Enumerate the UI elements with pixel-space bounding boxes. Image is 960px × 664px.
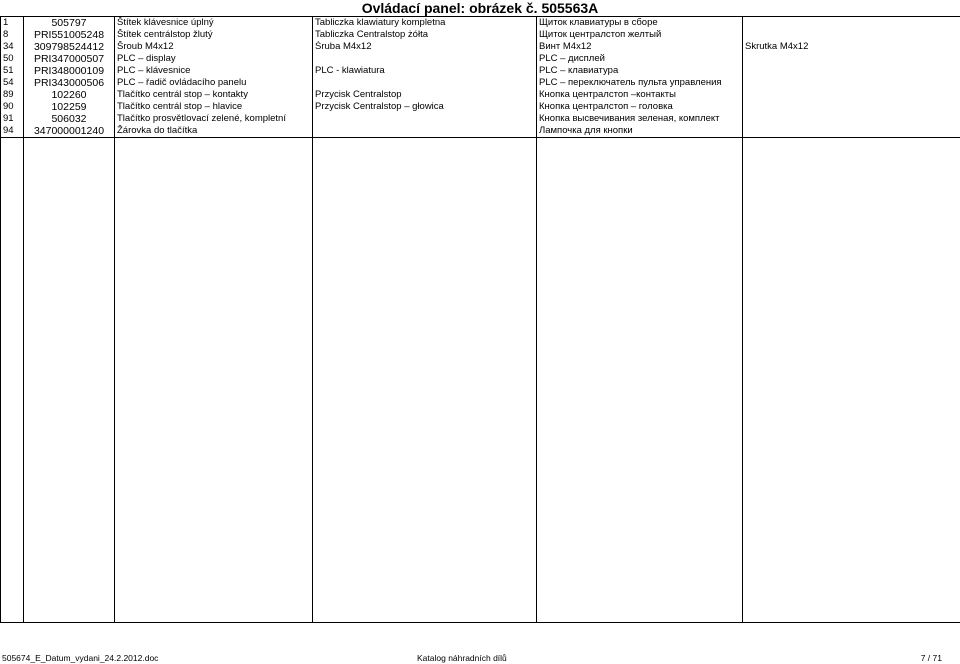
czech-description-cell: Tlačítko centrál stop – kontakty — [115, 89, 313, 101]
czech-description-cell: Tlačítko prosvětlovací zelené, kompletní — [115, 113, 313, 125]
russian-description-cell: Винт M4x12 — [537, 41, 743, 53]
polish-description-cell — [313, 53, 537, 65]
part-number-cell: 347000001240 — [24, 125, 115, 138]
table-row — [1, 125, 960, 138]
slovak-description-cell — [743, 29, 960, 41]
russian-description-cell: Кнопка централстоп – головка — [537, 101, 743, 113]
table-row — [1, 89, 960, 101]
table-row — [1, 65, 960, 77]
table-gap-row — [1, 138, 960, 147]
part-number-cell: 309798524412 — [24, 41, 115, 53]
russian-description-cell: PLC – переключатель пульта управления — [537, 77, 743, 89]
russian-description-cell: Кнопка централстоп –контакты — [537, 89, 743, 101]
table-row — [1, 53, 960, 65]
position-cell: 90 — [1, 101, 24, 113]
table-row — [1, 101, 960, 113]
position-cell: 8 — [1, 29, 24, 41]
russian-description-cell: Лампочка для кнопки — [537, 125, 743, 138]
table-empty-area — [1, 146, 960, 623]
page-title: Ovládací panel: obrázek č. 505563A — [361, 0, 599, 16]
position-cell: 91 — [1, 113, 24, 125]
part-number-cell: PRI551005248 — [24, 29, 115, 41]
part-number-cell: PRI348000109 — [24, 65, 115, 77]
footer-page-number: 7 / 71 — [920, 653, 942, 663]
czech-description-cell: PLC – řadič ovládacího panelu — [115, 77, 313, 89]
polish-description-cell — [313, 77, 537, 89]
russian-description-cell: PLC – клавиатура — [537, 65, 743, 77]
russian-description-cell: Щиток централстоп желтый — [537, 29, 743, 41]
parts-table — [0, 16, 960, 623]
polish-description-cell: Śruba M4x12 — [313, 41, 537, 53]
russian-description-cell: PLC – дисплей — [537, 53, 743, 65]
position-cell: 94 — [1, 125, 24, 138]
polish-description-cell — [313, 113, 537, 125]
czech-description-cell: Žárovka do tlačítka — [115, 125, 313, 138]
czech-description-cell: Šroub M4x12 — [115, 41, 313, 53]
polish-description-cell: PLC - klawiatura — [313, 65, 537, 77]
footer-doc-name: 505674_E_Datum_vydani_24.2.2012.doc — [2, 653, 159, 663]
part-number-cell: 102260 — [24, 89, 115, 101]
polish-description-cell — [313, 125, 537, 138]
part-number-cell: 506032 — [24, 113, 115, 125]
polish-description-cell: Tabliczka klawiatury kompletna — [313, 17, 537, 30]
slovak-description-cell — [743, 77, 960, 89]
slovak-description-cell: Skrutka M4x12 — [743, 41, 960, 53]
part-number-cell: PRI347000507 — [24, 53, 115, 65]
slovak-description-cell — [743, 101, 960, 113]
table-row — [1, 17, 960, 30]
table-row — [1, 29, 960, 41]
slovak-description-cell — [743, 89, 960, 101]
position-cell: 34 — [1, 41, 24, 53]
position-cell: 89 — [1, 89, 24, 101]
part-number-cell: PRI343000506 — [24, 77, 115, 89]
part-number-cell: 102259 — [24, 101, 115, 113]
czech-description-cell: PLC – display — [115, 53, 313, 65]
russian-description-cell: Щиток клавиатуры в сборе — [537, 17, 743, 30]
polish-description-cell: Tabliczka Centralstop żółta — [313, 29, 537, 41]
slovak-description-cell — [743, 65, 960, 77]
slovak-description-cell — [743, 125, 960, 138]
czech-description-cell: Tlačítko centrál stop – hlavice — [115, 101, 313, 113]
position-cell: 1 — [1, 17, 24, 30]
russian-description-cell: Кнопка высвечивания зеленая, комплект — [537, 113, 743, 125]
position-cell: 54 — [1, 77, 24, 89]
slovak-description-cell — [743, 113, 960, 125]
czech-description-cell: PLC – klávesnice — [115, 65, 313, 77]
position-cell: 50 — [1, 53, 24, 65]
czech-description-cell: Štítek klávesnice úplný — [115, 17, 313, 30]
footer-catalog: Katalog náhradních dílů — [417, 653, 507, 663]
slovak-description-cell — [743, 53, 960, 65]
position-cell: 51 — [1, 65, 24, 77]
table-row — [1, 77, 960, 89]
polish-description-cell: Przycisk Centralstop — [313, 89, 537, 101]
table-row — [1, 113, 960, 125]
slovak-description-cell — [743, 17, 960, 30]
table-row — [1, 41, 960, 53]
part-number-cell: 505797 — [24, 17, 115, 30]
polish-description-cell: Przycisk Centralstop – głowica — [313, 101, 537, 113]
czech-description-cell: Štítek centrálstop žlutý — [115, 29, 313, 41]
